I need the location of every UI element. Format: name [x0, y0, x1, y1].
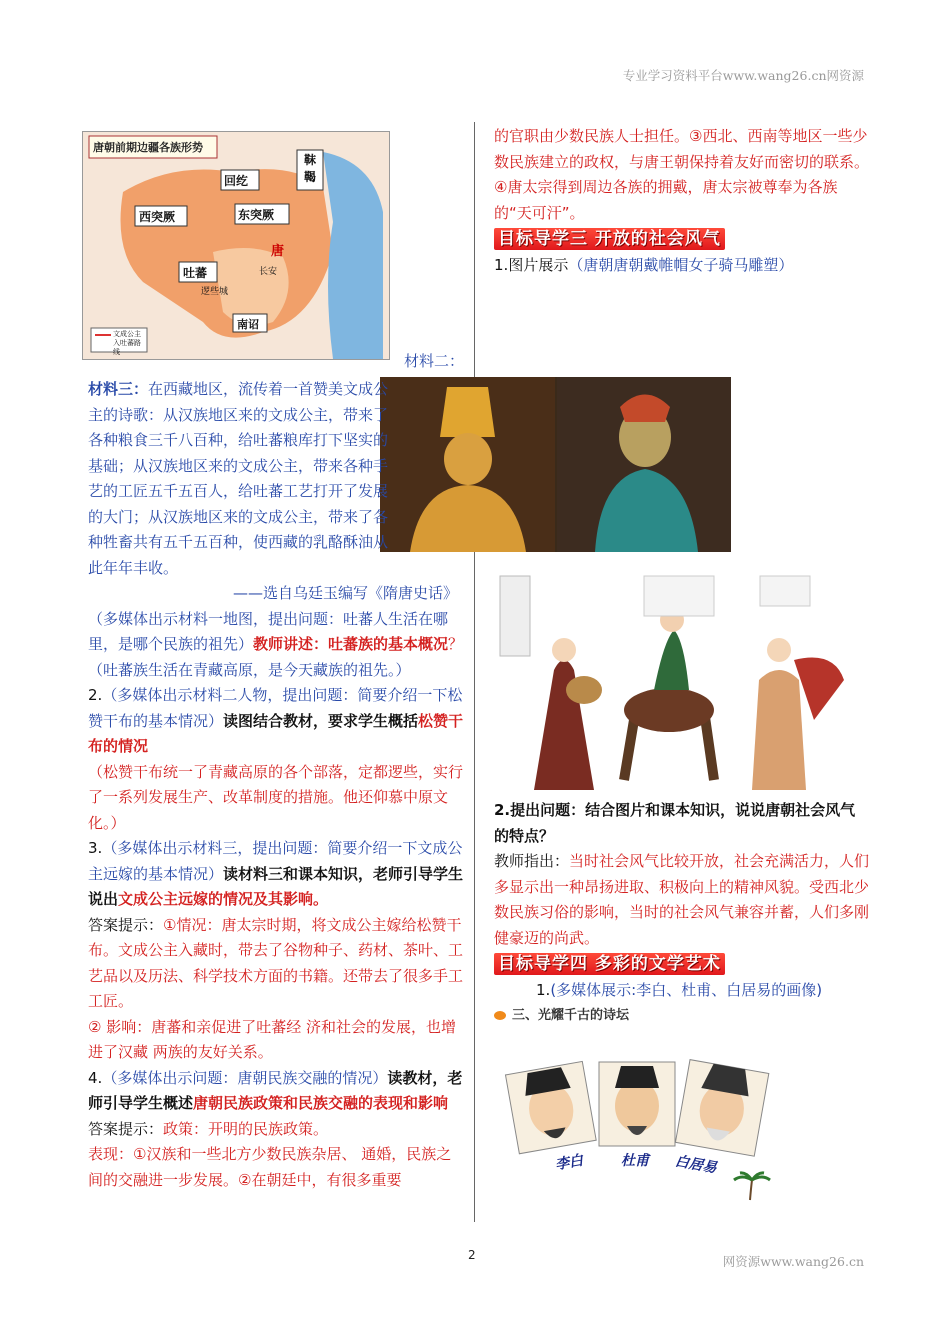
goal4-item1-num: 1.	[536, 980, 551, 999]
goal3-item1-note: （唐朝唐朝戴帷帽女子骑马雕塑）	[568, 255, 794, 274]
question2-answer: （松赞干布统一了青藏高原的各个部落，定都逻些，实行了一系列发展生产、改革制度的措施。他还仰慕中原文化。）	[88, 762, 464, 832]
material3-paragraph	[88, 377, 396, 581]
column-divider	[474, 122, 475, 1222]
question2-focus: 松赞干布的情况	[88, 711, 464, 755]
question3-hint	[88, 913, 464, 1015]
header-site: 专业学习资料平台www.wang26.cn网资源	[622, 68, 864, 83]
map-drawing	[83, 132, 389, 359]
map-label-xitujue: 西突厥	[139, 210, 176, 224]
question1-prompt: （多媒体出示材料一地图，提出问题：吐蕃人生活在哪里，是哪个民族的祖先）	[88, 609, 449, 653]
question3-hint-impact: ② 影响：唐蕃和亲促进了吐蕃经 济和社会的发展，也增进了汉藏 两族的友好关系。	[88, 1017, 456, 1061]
right-column-top	[494, 124, 870, 278]
question2-prompt: （多媒体出示材料二人物，提出问题：简要介绍一下松赞干布的基本情况）	[88, 686, 463, 730]
question4-hint-label: 答案提示：	[88, 1119, 164, 1138]
palm-tree-icon	[732, 1170, 772, 1206]
question4-hint-manifestation: 表现：①汉族和一些北方少数民族杂居、 通婚，民族之间的交融进一步发展。②在朝廷中，有很多重要	[88, 1145, 452, 1189]
tang-women-figurines-illustration	[494, 570, 872, 790]
question4-task: 读教材，老师引导学生概述	[88, 1068, 463, 1112]
question3-task: 读材料三和课本知识，老师引导学生说出	[88, 864, 464, 908]
goal3-item2: 2.提出问题：结合图片和课本知识，说说唐朝社会风气的特点？	[494, 801, 856, 845]
map-legend: 文成公主入吐蕃路线	[113, 330, 141, 356]
question4-num: 4.	[88, 1068, 103, 1087]
goal4-item1	[494, 978, 870, 1004]
question1-teacher: 教师讲述：吐蕃族的基本概况	[253, 635, 449, 653]
poetry-heading-text: 三、光耀千古的诗坛	[512, 1008, 630, 1023]
question2-task: 读图结合教材，要求学生概括	[223, 711, 419, 730]
question4	[88, 1066, 464, 1117]
footer-site: 网资源www.wang26.cn	[722, 1254, 864, 1269]
goal3-item1-text: 图片展示	[508, 255, 569, 274]
poet-name-baijuyi: 白居易	[673, 1153, 718, 1177]
question4-continued: 的官职由少数民族人士担任。③西北、西南等地区一些少数民族建立的政权，与唐王朝保持着友好而密切的联系。④唐太宗得到周边各族的拥戴，唐太宗被尊奉为各族的“天可汗”。	[494, 127, 870, 222]
question1	[88, 607, 464, 684]
question1-mark: ？	[448, 635, 464, 653]
map-label-huihe: 回纥	[224, 174, 249, 188]
poetry-heading	[494, 1004, 629, 1023]
goal3-teacher-label: 教师指出：	[494, 852, 570, 870]
map-title: 唐朝前期边疆各族形势	[93, 141, 203, 154]
question4-hint-policy: 政策：开明的民族政策。	[163, 1119, 329, 1138]
map-label-tang: 唐	[271, 244, 285, 259]
map-label-nanzhao: 南诏	[237, 318, 259, 331]
map-label-changan: 长安	[259, 267, 278, 277]
goal3-item1	[494, 253, 870, 279]
material2-label: 材料二：	[404, 352, 465, 370]
poet-name-dufu: 杜甫	[621, 1153, 649, 1169]
goal4-heading: 目标导学四 多彩的文学艺术	[494, 953, 725, 975]
question2-num: 2.	[88, 686, 103, 704]
map-label-dongtujue: 东突厥	[238, 208, 275, 222]
question3-hint-situation: ①情况：唐太宗时期，将文成公主嫁给松赞干布。文成公主入藏时，带去了谷物种子、药材、茶叶、工艺品以及历法、科学技术方面的书籍。还带去了很多手工工匠。	[88, 915, 464, 1010]
goal4-item1-note: (多媒体展示:李白、杜甫、白居易的画像)	[550, 980, 823, 999]
question4-hint	[88, 1117, 464, 1143]
question4-prompt: （多媒体出示问题：唐朝民族交融的情况）	[102, 1068, 388, 1087]
question3-num: 3.	[88, 839, 103, 857]
question4-focus: 唐朝民族政策和民族交融的表现和影响	[193, 1094, 449, 1112]
material3-source: ——选自乌廷玉编写《隋唐史话》	[232, 584, 458, 602]
question2	[88, 683, 464, 760]
material3-label: 材料三：	[88, 380, 149, 398]
left-column	[88, 377, 464, 1193]
right-column-bottom	[494, 798, 870, 1003]
poetry-bullet-icon	[494, 1011, 506, 1020]
tang-frontier-map	[82, 131, 390, 360]
map-label-mohe: 靺鞨	[303, 153, 316, 184]
question3-hint-label: 答案提示：	[88, 915, 164, 934]
map-label-tubo: 吐蕃	[183, 266, 208, 280]
goal3-teacher-text: 当时社会风气比较开放，社会充满活力，人们多显示出一种昂扬进取、积极向上的精神风貌。受西北少数民族习俗的影响，当时的社会风气兼容并蓄，人们多刚健豪迈的尚武。	[494, 852, 870, 947]
question3-focus: 文成公主远嫁的情况及其影响。	[118, 890, 329, 908]
map-label-luoxie: 逻些城	[201, 287, 229, 297]
goal3-teacher	[494, 849, 870, 951]
goal3-item1-num: 1.	[494, 255, 509, 274]
poet-name-libai: 李白	[553, 1152, 585, 1174]
material3-text: 在西藏地区，流传着一首赞美文成公主的诗歌：从汉族地区来的文成公主，带来了各种粮食三千八百种，给吐蕃粮库打下坚实的基础；从汉族地区来的文成公主，带来各种手艺的工匠五千五百人，给吐蕃工艺打开了发展的大门；从汉族地区来的文成公主，带来了各种牲畜共有五千五百种，使西藏的乳酪酥油从此年年丰收。	[88, 380, 389, 577]
question3-prompt: （多媒体出示材料三，提出问题：简要介绍一下文成公主远嫁的基本情况）	[88, 839, 463, 883]
question3	[88, 836, 464, 913]
page-number: 2	[468, 1248, 476, 1262]
goal3-heading: 目标导学三 开放的社会风气	[494, 228, 725, 250]
question1-answer: （吐蕃族生活在青藏高原，是今天藏族的祖先。）	[88, 660, 411, 679]
